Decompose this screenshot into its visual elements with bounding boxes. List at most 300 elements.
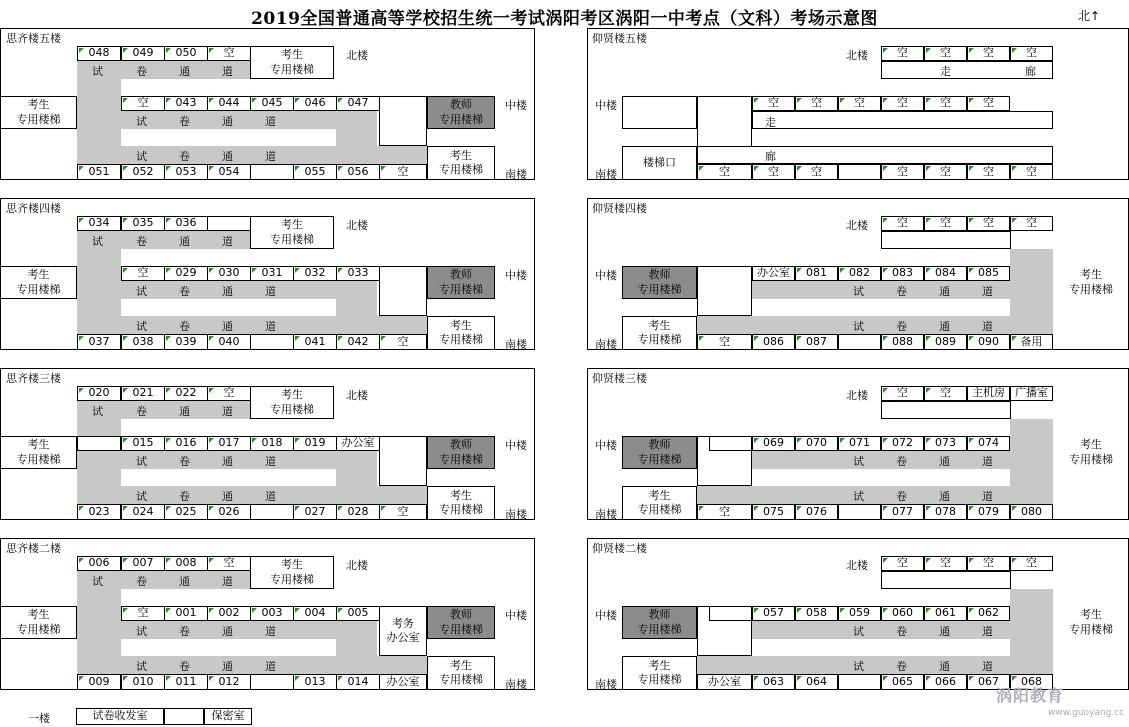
wing-label-middle: 中楼 [595, 269, 617, 282]
room-cell [881, 571, 1011, 589]
room-cell: 069 [752, 436, 795, 451]
corridor-text: 通 [179, 575, 190, 588]
corridor [77, 316, 427, 334]
room-cell: 090 [967, 334, 1010, 350]
room-cell: 空 [207, 556, 251, 571]
room-cell: 080 [1010, 504, 1053, 520]
room-cell: 空 [121, 606, 165, 621]
room-cell: 空 [795, 96, 838, 111]
room-cell: 空 [207, 386, 251, 401]
wing-label-north: 北楼 [846, 559, 868, 572]
corridor-text: 道 [982, 455, 993, 468]
room-cell [709, 436, 752, 451]
room-cell: 027 [293, 504, 337, 520]
corridor-text: 试 [136, 455, 147, 468]
corridor-text: 道 [265, 490, 276, 503]
room-cell: 空 [838, 96, 881, 111]
teacher-stairs: 教师 专用楼梯 [622, 606, 697, 639]
corridor-text: 道 [265, 625, 276, 638]
corridor-text: 卷 [179, 150, 190, 163]
wing-label-north: 北楼 [846, 389, 868, 402]
room-cell: 040 [207, 334, 251, 350]
room-cell: 042 [336, 334, 380, 350]
room-cell: 空 [1010, 216, 1053, 231]
corridor-text: 卷 [179, 320, 190, 333]
corridor-text: 卷 [896, 660, 907, 673]
room-cell [379, 96, 427, 146]
room-cell [838, 674, 881, 690]
room-cell: 空 [881, 386, 924, 401]
corridor-text: 道 [265, 115, 276, 128]
room-cell: 071 [838, 436, 881, 451]
room-cell: 076 [795, 504, 838, 520]
corridor-text: 道 [222, 235, 233, 248]
room-cell: 086 [752, 334, 795, 350]
wing-label-north: 北楼 [346, 49, 368, 62]
corridor [752, 281, 1010, 299]
room-cell [622, 96, 697, 129]
room-cell: 008 [164, 556, 208, 571]
corridor-text: 通 [222, 285, 233, 298]
corridor-text: 试 [136, 320, 147, 333]
room-cell: 空 [881, 46, 924, 61]
corridor-text: 通 [222, 150, 233, 163]
room-cell: 007 [121, 556, 165, 571]
teacher-stairs: 教师 专用楼梯 [622, 436, 697, 469]
room-cell: 001 [164, 606, 208, 621]
room-cell: 065 [881, 674, 924, 690]
room-cell: 055 [293, 164, 337, 180]
corridor-text: 试 [853, 285, 864, 298]
room-cell: 056 [336, 164, 380, 180]
room-cell [838, 504, 881, 520]
room-cell: 029 [164, 266, 208, 281]
room-cell: 078 [924, 504, 967, 520]
corridor-text: 试 [92, 575, 103, 588]
room-cell: 主机房 [967, 386, 1010, 401]
room-cell: 018 [250, 436, 294, 451]
corridor-text: 通 [222, 320, 233, 333]
corridor-text: 卷 [896, 490, 907, 503]
corridor [752, 451, 1010, 469]
room-cell: 022 [164, 386, 208, 401]
walkway [752, 111, 1053, 129]
room-cell: 025 [164, 504, 208, 520]
room-cell: 087 [795, 334, 838, 350]
corridor-text: 卷 [179, 285, 190, 298]
watermark-url: www.guoyang.cc [1048, 708, 1125, 718]
room-cell: 074 [967, 436, 1010, 451]
room-cell: 054 [207, 164, 251, 180]
corridor-text: 通 [222, 115, 233, 128]
corridor-text: 道 [982, 320, 993, 333]
corridor [336, 281, 377, 316]
exam-stairs: 考生 专用楼梯 [1069, 268, 1113, 296]
corridor-text: 试 [136, 115, 147, 128]
corridor-text: 卷 [896, 625, 907, 638]
room-cell: 043 [164, 96, 208, 111]
room-cell [379, 436, 427, 486]
corridor-text: 卷 [896, 320, 907, 333]
corridor-text: 道 [222, 65, 233, 78]
corridor [77, 589, 121, 656]
room-cell: 空 [752, 96, 795, 111]
corridor [77, 79, 121, 146]
room-cell: 048 [77, 46, 121, 61]
wing-label-south: 南楼 [505, 338, 527, 351]
room-cell: 021 [121, 386, 165, 401]
room-cell: 空 [967, 164, 1010, 180]
room-cell: 075 [752, 504, 795, 520]
room-cell: 067 [967, 674, 1010, 690]
wing-label-middle: 中楼 [505, 439, 527, 452]
room-cell: 办公室 [379, 674, 427, 690]
room-cell: 空 [924, 164, 967, 180]
room-cell: 006 [77, 556, 121, 571]
room-cell: 空 [379, 504, 427, 520]
room-cell: 023 [77, 504, 121, 520]
corridor-text: 卷 [179, 625, 190, 638]
room-cell: 033 [336, 266, 380, 281]
corridor [336, 621, 377, 656]
wing-label-middle: 中楼 [505, 269, 527, 282]
room-cell: 空 [924, 216, 967, 231]
corridor-text: 试 [92, 405, 103, 418]
corridor-text: 通 [222, 660, 233, 673]
corridor-text: 试 [853, 660, 864, 673]
room-cell [881, 401, 1011, 419]
corridor [697, 656, 1053, 674]
room-cell: 057 [752, 606, 795, 621]
room-cell: 053 [164, 164, 208, 180]
room-cell: 028 [336, 504, 380, 520]
corridor-text: 卷 [896, 455, 907, 468]
wing-label-south: 南楼 [505, 508, 527, 521]
room-cell: 005 [336, 606, 380, 621]
corridor-text: 试 [92, 235, 103, 248]
corridor-text: 通 [222, 490, 233, 503]
room-cell [250, 674, 294, 690]
exam-stairs: 考生 专用楼梯 [622, 656, 697, 690]
walkway [697, 146, 1053, 164]
floor-title: 思齐楼五楼 [6, 32, 61, 45]
wing-label-middle: 中楼 [505, 609, 527, 622]
teacher-stairs: 教师 专用楼梯 [427, 436, 495, 469]
corridor-text: 卷 [136, 405, 147, 418]
room-cell: 084 [924, 266, 967, 281]
corridor-text: 试 [136, 660, 147, 673]
corridor-text: 道 [222, 575, 233, 588]
room-cell: 046 [293, 96, 337, 111]
ground-floor-label: 一楼 [28, 712, 50, 725]
room-cell [709, 606, 752, 621]
corridor [1010, 249, 1053, 316]
room-cell: 试卷收发室 [76, 708, 164, 725]
corridor-text: 试 [853, 320, 864, 333]
room-cell: 061 [924, 606, 967, 621]
exam-stairs: 考生 专用楼梯 [250, 556, 334, 589]
corridor-text: 道 [265, 455, 276, 468]
room-cell: 015 [121, 436, 165, 451]
wing-label-middle: 中楼 [595, 439, 617, 452]
room-cell: 空 [795, 164, 838, 180]
room-cell: 072 [881, 436, 924, 451]
floor-title: 思齐楼三楼 [6, 372, 61, 385]
room-cell: 017 [207, 436, 251, 451]
room-cell: 空 [1010, 46, 1053, 61]
room-cell: 077 [881, 504, 924, 520]
wing-label-north: 北楼 [846, 219, 868, 232]
room-cell: 064 [795, 674, 838, 690]
room-cell: 038 [121, 334, 165, 350]
teacher-stairs: 教师 专用楼梯 [622, 266, 697, 299]
room-cell: 010 [121, 674, 165, 690]
room-cell: 031 [250, 266, 294, 281]
room-cell: 050 [164, 46, 208, 61]
room-cell [1010, 401, 1053, 419]
corridor-text: 通 [222, 455, 233, 468]
wing-label-south: 南楼 [505, 168, 527, 181]
teacher-stairs: 教师 专用楼梯 [427, 266, 495, 299]
room-cell: 089 [924, 334, 967, 350]
exam-stairs: 考生 专用楼梯 [622, 486, 697, 520]
room-cell [697, 266, 752, 316]
corridor-text: 卷 [179, 490, 190, 503]
room-cell: 016 [164, 436, 208, 451]
walkway-text: 廊 [765, 150, 776, 163]
walkway-text: 走 [940, 65, 951, 78]
exam-stairs: 考生 专用楼梯 [1069, 438, 1113, 466]
room-cell: 空 [697, 504, 752, 520]
room-cell [250, 164, 294, 180]
wing-label-south: 南楼 [505, 678, 527, 691]
room-cell: 058 [795, 606, 838, 621]
wing-label-middle: 中楼 [505, 99, 527, 112]
room-cell: 047 [336, 96, 380, 111]
wing-label-north: 北楼 [846, 49, 868, 62]
corridor-text: 道 [982, 490, 993, 503]
corridor-text: 道 [982, 285, 993, 298]
room-cell [77, 436, 121, 451]
corridor-text: 道 [265, 320, 276, 333]
room-cell: 备用 [1010, 334, 1053, 350]
room-cell: 空 [752, 164, 795, 180]
room-cell: 空 [1010, 164, 1053, 180]
corridor-text: 卷 [136, 235, 147, 248]
exam-stairs: 考生 专用楼梯 [1069, 608, 1113, 636]
corridor-text: 通 [179, 65, 190, 78]
room-cell: 空 [379, 164, 427, 180]
room-cell: 020 [77, 386, 121, 401]
corridor-text: 道 [265, 660, 276, 673]
corridor-text: 试 [136, 285, 147, 298]
room-cell: 009 [77, 674, 121, 690]
floor-title: 仰贤楼二楼 [592, 542, 647, 555]
north-arrow: 北↑ [1078, 9, 1101, 23]
room-cell [250, 504, 294, 520]
wing-label-south: 南楼 [595, 338, 617, 351]
room-cell: 036 [164, 216, 208, 231]
room-cell: 空 [697, 334, 752, 350]
corridor-text: 试 [136, 150, 147, 163]
floor-title: 思齐楼四楼 [6, 202, 61, 215]
corridor-text: 试 [136, 625, 147, 638]
floor-title: 仰贤楼三楼 [592, 372, 647, 385]
corridor-text: 卷 [136, 575, 147, 588]
corridor-text: 卷 [179, 115, 190, 128]
wing-label-middle: 中楼 [595, 609, 617, 622]
room-cell: 034 [77, 216, 121, 231]
room-cell: 空 [967, 96, 1010, 111]
corridor-text: 通 [939, 625, 950, 638]
room-cell: 039 [164, 334, 208, 350]
room-cell: 083 [881, 266, 924, 281]
exam-stairs: 考生 专用楼梯 [0, 96, 77, 129]
walkway-text: 廊 [1025, 65, 1036, 78]
corridor [77, 419, 121, 486]
corridor-text: 卷 [896, 285, 907, 298]
room-cell: 066 [924, 674, 967, 690]
corridor [77, 249, 121, 316]
wing-label-north: 北楼 [346, 559, 368, 572]
room-cell: 空 [924, 556, 967, 571]
corridor-text: 通 [939, 490, 950, 503]
corridor-text: 试 [853, 490, 864, 503]
watermark-logo: 涡阳教育 [996, 686, 1065, 705]
room-cell [1010, 231, 1053, 249]
exam-stairs: 考生 专用楼梯 [622, 316, 697, 350]
room-cell: 082 [838, 266, 881, 281]
room-cell: 073 [924, 436, 967, 451]
corridor [336, 111, 377, 146]
room-cell: 空 [207, 46, 251, 61]
corridor-text: 道 [982, 660, 993, 673]
room-cell: 035 [121, 216, 165, 231]
room-cell: 059 [838, 606, 881, 621]
room-cell: 空 [881, 556, 924, 571]
room-cell: 空 [967, 46, 1010, 61]
room-cell [1010, 571, 1053, 589]
room-cell [838, 334, 881, 350]
corridor-text: 试 [92, 65, 103, 78]
room-cell: 空 [967, 216, 1010, 231]
wing-label-south: 南楼 [595, 508, 617, 521]
room-cell [881, 231, 1011, 249]
corridor-text: 通 [179, 405, 190, 418]
room-cell: 060 [881, 606, 924, 621]
corridor [77, 486, 427, 504]
room-cell: 空 [924, 96, 967, 111]
room-cell: 030 [207, 266, 251, 281]
corridor-text: 通 [222, 625, 233, 638]
room-cell: 024 [121, 504, 165, 520]
room-cell: 空 [379, 334, 427, 350]
room-cell: 空 [697, 164, 752, 180]
stair-exit: 楼梯口 [622, 146, 697, 180]
room-cell: 办公室 [697, 674, 752, 690]
room-cell: 085 [967, 266, 1010, 281]
page-title: 2019全国普通高等学校招生统一考试涡阳考区涡阳一中考点（文科）考场示意图 [251, 9, 878, 29]
corridor [752, 621, 1010, 639]
room-cell: 051 [77, 164, 121, 180]
corridor [697, 486, 1053, 504]
room-cell: 019 [293, 436, 337, 451]
corridor-text: 试 [853, 455, 864, 468]
corridor-text: 卷 [136, 65, 147, 78]
room-cell [164, 708, 204, 725]
corridor [697, 316, 1053, 334]
room-cell [250, 334, 294, 350]
room-cell: 068 [1010, 674, 1053, 690]
exam-stairs: 考生 专用楼梯 [250, 46, 334, 79]
corridor-text: 卷 [179, 660, 190, 673]
room-cell: 003 [250, 606, 294, 621]
room-cell: 049 [121, 46, 165, 61]
corridor [1010, 589, 1053, 656]
exam-stairs: 考生 专用楼梯 [0, 436, 77, 469]
exam-stairs: 考生 专用楼梯 [427, 486, 495, 520]
room-cell: 045 [250, 96, 294, 111]
exam-stairs: 考生 专用楼梯 [0, 606, 77, 639]
room-cell: 026 [207, 504, 251, 520]
corridor-text: 道 [265, 285, 276, 298]
room-cell: 037 [77, 334, 121, 350]
room-cell: 办公室 [336, 436, 380, 451]
exam-stairs: 考生 专用楼梯 [427, 656, 495, 690]
room-cell: 空 [924, 46, 967, 61]
wing-label-north: 北楼 [346, 219, 368, 232]
teacher-stairs: 教师 专用楼梯 [427, 606, 495, 639]
room-cell: 保密室 [204, 708, 252, 725]
corridor-text: 卷 [179, 455, 190, 468]
room-cell: 空 [1010, 556, 1053, 571]
room-cell: 空 [881, 96, 924, 111]
corridor-text: 试 [853, 625, 864, 638]
room-cell: 081 [795, 266, 838, 281]
floor-title: 仰贤楼五楼 [592, 32, 647, 45]
room-cell: 空 [121, 96, 165, 111]
room-cell [207, 216, 251, 231]
floor-title: 思齐楼二楼 [6, 542, 61, 555]
room-cell: 013 [293, 674, 337, 690]
room-cell [379, 266, 427, 316]
room-cell: 052 [121, 164, 165, 180]
room-cell: 办公室 [752, 266, 795, 281]
room-cell: 广播室 [1010, 386, 1053, 401]
corridor-text: 通 [939, 285, 950, 298]
room-cell: 079 [967, 504, 1010, 520]
room-cell: 004 [293, 606, 337, 621]
wing-label-middle: 中楼 [595, 99, 617, 112]
room-cell: 032 [293, 266, 337, 281]
corridor-text: 道 [982, 625, 993, 638]
room-cell: 063 [752, 674, 795, 690]
room-cell: 041 [293, 334, 337, 350]
room-cell: 空 [881, 216, 924, 231]
exam-stairs: 考生 专用楼梯 [250, 216, 334, 249]
room-cell: 062 [967, 606, 1010, 621]
room-cell: 070 [795, 436, 838, 451]
corridor-text: 通 [939, 455, 950, 468]
corridor-text: 通 [939, 320, 950, 333]
room-cell: 012 [207, 674, 251, 690]
room-cell: 空 [967, 556, 1010, 571]
teacher-stairs: 教师 专用楼梯 [427, 96, 495, 129]
exam-stairs: 考生 专用楼梯 [427, 316, 495, 350]
room-cell: 088 [881, 334, 924, 350]
corridor-text: 道 [265, 150, 276, 163]
exam-stairs: 考生 专用楼梯 [250, 386, 334, 419]
